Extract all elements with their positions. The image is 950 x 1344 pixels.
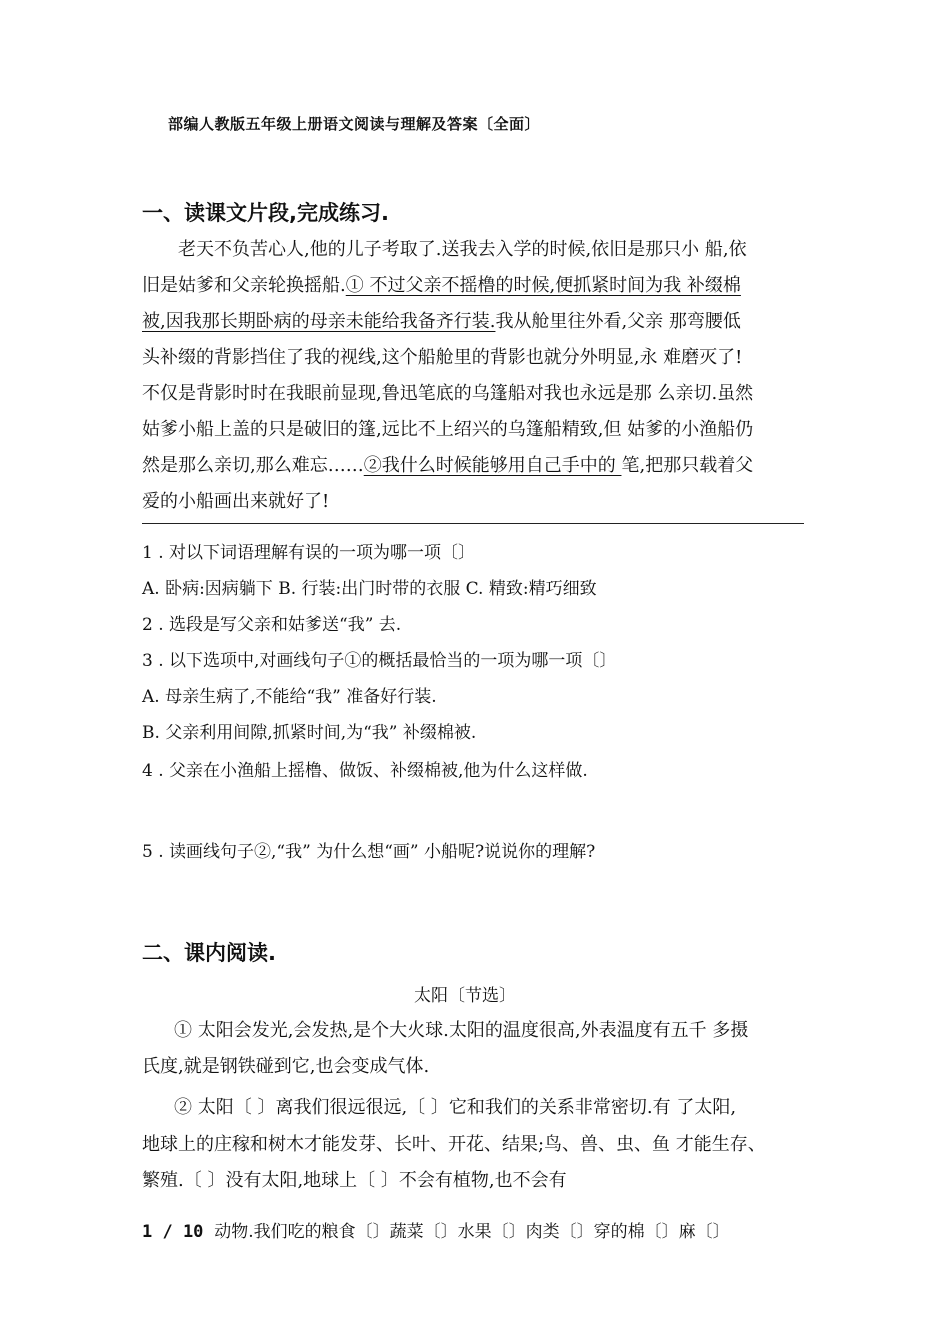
page-number: 1 / 10: [142, 1222, 204, 1242]
question-4: 4 . 父亲在小渔船上摇橹、做饭、补缀棉被,他为什么这样做.: [142, 761, 588, 781]
reading-line-1: ① 太阳会发光,会发热,是个大火球.太阳的温度很高,外表温度有五千 多摄: [174, 1020, 749, 1041]
footer-line: [142, 1217, 730, 1242]
underlined-sentence-2: ②我什么时候能够用自己手中的: [363, 455, 622, 476]
section-1-heading: 一、读课文片段,完成练习.: [142, 201, 389, 225]
question-3-option-b: B. 父亲利用间隙,抓紧时间,为“我” 补缀棉被.: [142, 723, 477, 743]
question-3-option-a: A. 母亲生病了,不能给“我” 准备好行装.: [142, 687, 437, 707]
document-title: 部编人教版五年级上册语文阅读与理解及答案〔全面〕: [168, 115, 541, 133]
passage-text: 我从舱里往外看,父亲 那弯腰低: [495, 311, 741, 332]
divider-line: [142, 523, 804, 524]
question-5: 5 . 读画线句子②,“我” 为什么想“画” 小船呢?说说你的理解?: [142, 842, 596, 862]
section-2-heading: 二、课内阅读.: [142, 941, 276, 965]
passage-line-2: [142, 268, 741, 304]
passage-line-6: 姑爹小船上盖的只是破旧的篷,远比不上绍兴的乌篷船精致,但 姑爹的小渔船仍: [142, 419, 754, 440]
question-1: 1 . 对以下词语理解有误的一项为哪一项〔〕: [142, 543, 476, 563]
reading-line-6: 动物.我们吃的粮食〔〕蔬菜〔〕水果〔〕肉类〔〕穿的棉〔〕麻〔〕: [214, 1222, 730, 1242]
reading-line-3: ② 太阳〔 〕离我们很远很远,〔 〕它和我们的关系非常密切.有 了太阳,: [174, 1097, 737, 1118]
underlined-sentence-1: ① 不过父亲不摇橹的时候,便抓紧时间为我 补缀棉: [345, 275, 741, 296]
reading-line-2: 氏度,就是钢铁碰到它,也会变成气体.: [142, 1056, 430, 1077]
passage-line-7: [142, 448, 753, 484]
question-3: 3 . 以下选项中,对画线句子①的概括最恰当的一项为哪一项〔〕: [142, 651, 617, 671]
passage-line-3: [142, 304, 741, 340]
question-2: 2 . 选段是写父亲和姑爹送“我” 去.: [142, 615, 402, 635]
passage-line-4: 头补缀的背影挡住了我的视线,这个船舱里的背影也就分外明显,永 难磨灭了!: [142, 347, 743, 368]
passage-text: 笔,把那只载着父: [621, 455, 754, 476]
question-1-options: A. 卧病:因病躺下 B. 行装:出门时带的衣服 C. 精致:精巧细致: [142, 579, 597, 599]
passage-line-1: 老天不负苦心人,他的儿子考取了.送我去入学的时候,依旧是那只小 船,依: [178, 239, 747, 260]
passage-line-5: 不仅是背影时时在我眼前显现,鲁迅笔底的乌篷船对我也永远是那 么亲切.虽然: [142, 383, 754, 404]
reading-line-4: 地球上的庄稼和树木才能发芽、长叶、开花、结果;鸟、兽、虫、鱼 才能生存、: [142, 1134, 766, 1155]
reading-title: 太阳〔节选〕: [414, 986, 516, 1006]
passage-line-8: 爱的小船画出来就好了!: [142, 491, 330, 512]
passage-text: 然是那么亲切,那么难忘……: [142, 455, 364, 476]
passage-text: 旧是姑爹和父亲轮换摇船.: [142, 275, 346, 296]
reading-line-5: 繁殖.〔 〕没有太阳,地球上〔 〕不会有植物,也不会有: [142, 1170, 567, 1191]
underlined-sentence-1-cont: 被,因我那长期卧病的母亲未能给我备齐行装.: [142, 311, 496, 332]
